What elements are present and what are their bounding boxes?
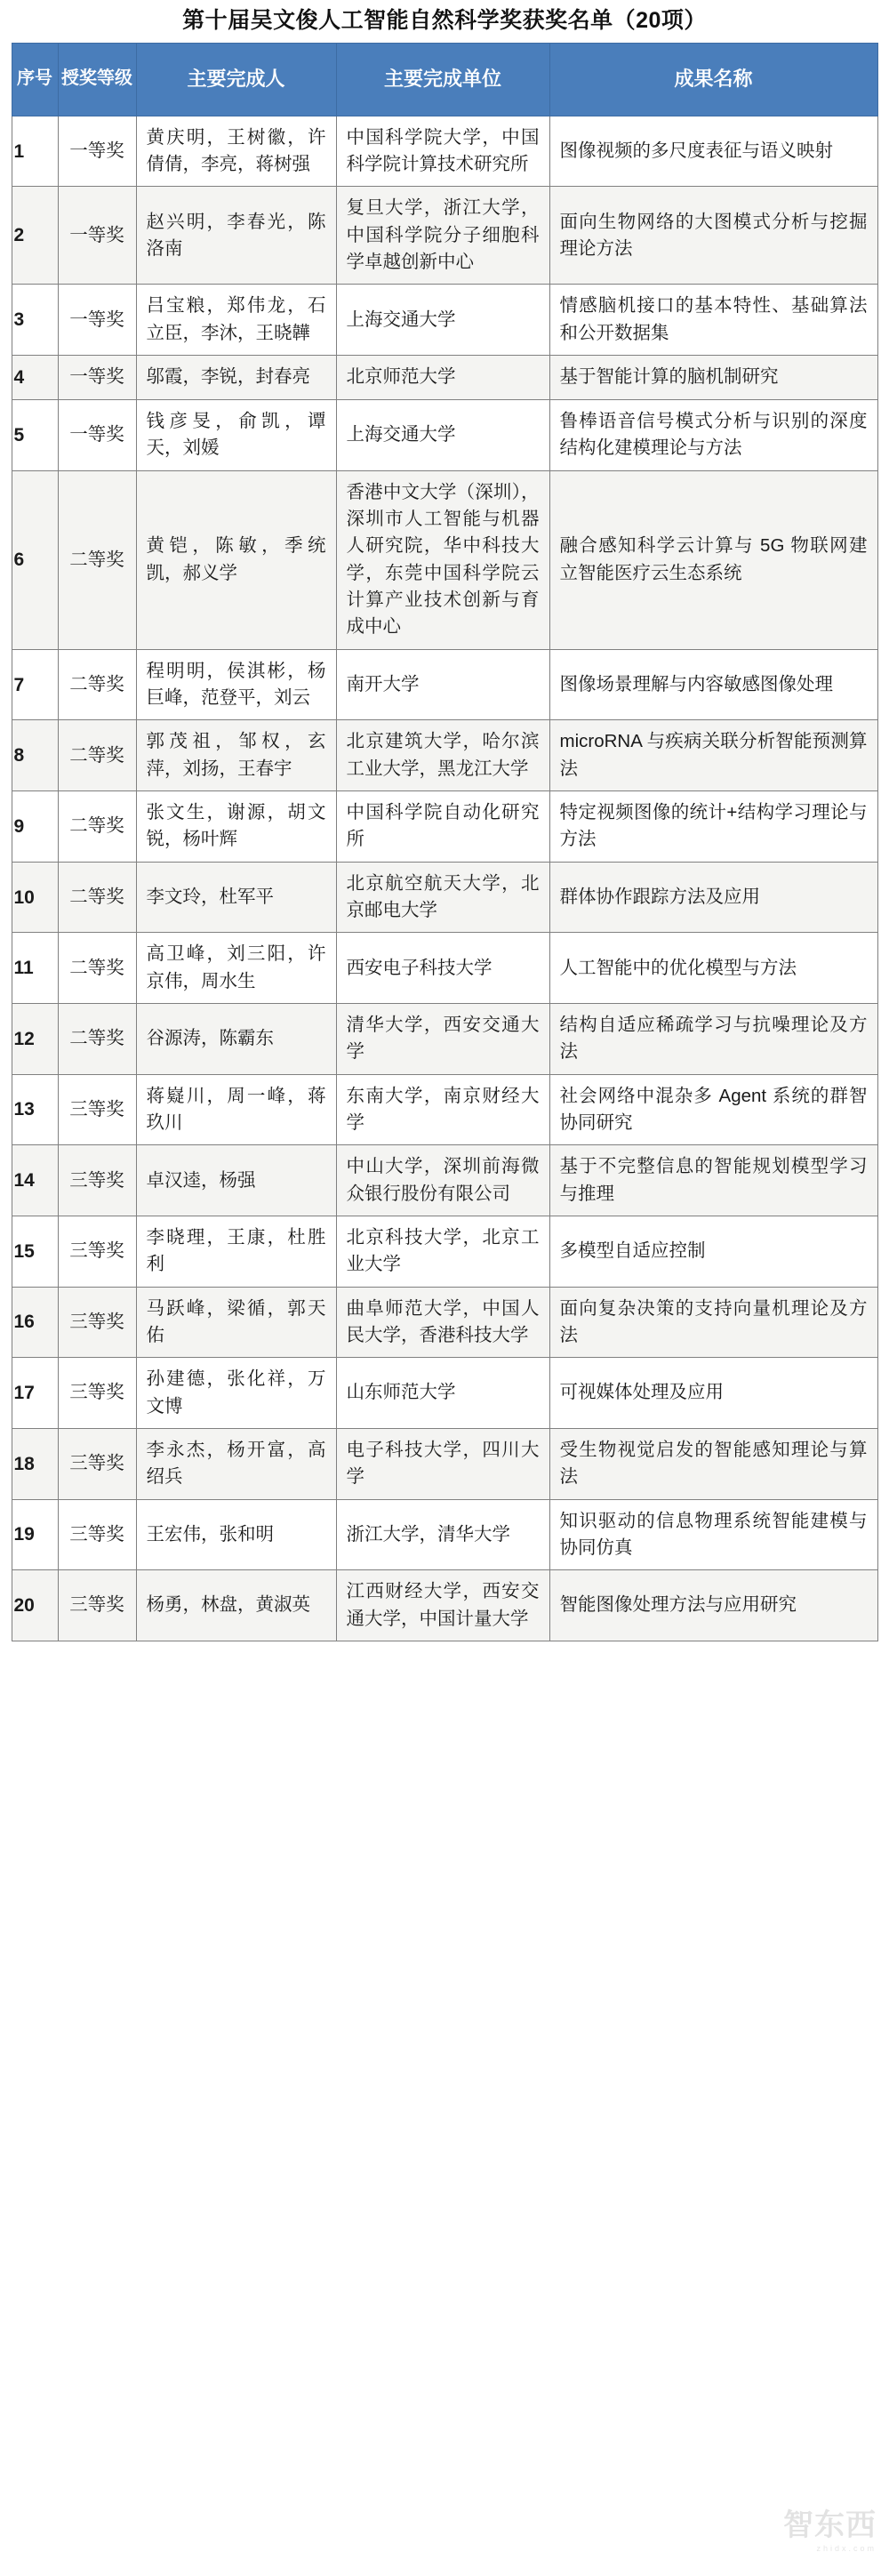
cell-org: 东南大学，南京财经大学 — [336, 1074, 549, 1145]
table-row — [12, 649, 877, 720]
cell-org: 上海交通大学 — [336, 400, 549, 471]
cell-org: 电子科技大学，四川大学 — [336, 1428, 549, 1499]
cell-level: 一等奖 — [58, 187, 136, 285]
table-row — [12, 187, 877, 285]
cell-org: 上海交通大学 — [336, 285, 549, 356]
table-row — [12, 116, 877, 187]
cell-index: 13 — [12, 1074, 58, 1145]
cell-people: 孙建德，张化祥，万文博 — [136, 1358, 336, 1429]
cell-index: 6 — [12, 470, 58, 649]
cell-result: 结构自适应稀疏学习与抗噪理论及方法 — [549, 1004, 877, 1075]
watermark-url: zhidx.com — [816, 2544, 877, 2553]
cell-people: 钱彦旻，俞凯，谭天，刘媛 — [136, 400, 336, 471]
cell-level: 二等奖 — [58, 933, 136, 1004]
cell-index: 12 — [12, 1004, 58, 1075]
cell-people: 程明明，侯淇彬，杨巨峰，范登平，刘云 — [136, 649, 336, 720]
cell-org: 山东师范大学 — [336, 1358, 549, 1429]
table-row — [12, 356, 877, 400]
page-title: 第十届吴文俊人工智能自然科学奖获奖名单（20项） — [182, 8, 707, 33]
column-header-people: 主要完成人 — [136, 43, 336, 116]
table-row — [12, 862, 877, 933]
cell-org: 复旦大学，浙江大学，中国科学院分子细胞科学卓越创新中心 — [336, 187, 549, 285]
cell-people: 高卫峰，刘三阳，许京伟，周水生 — [136, 933, 336, 1004]
cell-people: 张文生，谢源，胡文锐，杨叶辉 — [136, 791, 336, 863]
cell-level: 三等奖 — [58, 1145, 136, 1216]
cell-people: 吕宝粮，郑伟龙，石立臣，李沐，王晓韡 — [136, 285, 336, 356]
cell-people: 李永杰，杨开富，高绍兵 — [136, 1428, 336, 1499]
cell-index: 8 — [12, 720, 58, 791]
column-header-level: 授奖等级 — [58, 43, 136, 116]
cell-org: 西安电子科技大学 — [336, 933, 549, 1004]
cell-result: 受生物视觉启发的智能感知理论与算法 — [549, 1428, 877, 1499]
cell-index: 11 — [12, 933, 58, 1004]
cell-index: 7 — [12, 649, 58, 720]
table-row — [12, 400, 877, 471]
cell-result: 面向生物网络的大图模式分析与挖掘理论方法 — [549, 187, 877, 285]
cell-result: 基于不完整信息的智能规划模型学习与推理 — [549, 1145, 877, 1216]
table-header-row — [12, 43, 877, 116]
table-row — [12, 720, 877, 791]
cell-result: 图像场景理解与内容敏感图像处理 — [549, 649, 877, 720]
cell-level: 二等奖 — [58, 470, 136, 649]
table-row — [12, 285, 877, 356]
cell-people: 邬霞，李锐，封春亮 — [136, 356, 336, 400]
cell-org: 中山大学，深圳前海微众银行股份有限公司 — [336, 1145, 549, 1216]
cell-index: 15 — [12, 1216, 58, 1288]
column-header-result: 成果名称 — [549, 43, 877, 116]
cell-org: 江西财经大学，西安交通大学，中国计量大学 — [336, 1570, 549, 1641]
cell-level: 二等奖 — [58, 791, 136, 863]
cell-index: 17 — [12, 1358, 58, 1429]
table-header — [12, 43, 877, 116]
award-list-table — [12, 43, 878, 1641]
table-row — [12, 791, 877, 863]
cell-org: 中国科学院自动化研究所 — [336, 791, 549, 863]
cell-result: 图像视频的多尺度表征与语义映射 — [549, 116, 877, 187]
cell-org: 北京科技大学，北京工业大学 — [336, 1216, 549, 1288]
cell-level: 一等奖 — [58, 356, 136, 400]
cell-level: 三等奖 — [58, 1216, 136, 1288]
cell-level: 二等奖 — [58, 862, 136, 933]
cell-result: 可视媒体处理及应用 — [549, 1358, 877, 1429]
cell-index: 18 — [12, 1428, 58, 1499]
cell-index: 1 — [12, 116, 58, 187]
cell-index: 20 — [12, 1570, 58, 1641]
cell-people: 杨勇，林盘，黄淑英 — [136, 1570, 336, 1641]
cell-level: 二等奖 — [58, 649, 136, 720]
cell-level: 三等奖 — [58, 1428, 136, 1499]
cell-org: 清华大学，西安交通大学 — [336, 1004, 549, 1075]
cell-result: 基于智能计算的脑机制研究 — [549, 356, 877, 400]
cell-result: 融合感知科学云计算与 5G 物联网建立智能医疗云生态系统 — [549, 470, 877, 649]
column-header-org: 主要完成单位 — [336, 43, 549, 116]
cell-people: 谷源涛，陈霸东 — [136, 1004, 336, 1075]
table-row — [12, 1287, 877, 1358]
cell-result: 情感脑机接口的基本特性、基础算法和公开数据集 — [549, 285, 877, 356]
cell-result: 人工智能中的优化模型与方法 — [549, 933, 877, 1004]
cell-index: 5 — [12, 400, 58, 471]
cell-result: 社会网络中混杂多 Agent 系统的群智协同研究 — [549, 1074, 877, 1145]
cell-org: 香港中文大学（深圳），深圳市人工智能与机器人研究院，华中科技大学，东莞中国科学院云计算产业技术创新与育成中心 — [336, 470, 549, 649]
cell-index: 3 — [12, 285, 58, 356]
cell-org: 中国科学院大学，中国科学院计算技术研究所 — [336, 116, 549, 187]
cell-index: 2 — [12, 187, 58, 285]
table-row — [12, 1499, 877, 1570]
cell-result: 鲁棒语音信号模式分析与识别的深度结构化建模理论与方法 — [549, 400, 877, 471]
cell-index: 19 — [12, 1499, 58, 1570]
cell-level: 三等奖 — [58, 1358, 136, 1429]
cell-result: 特定视频图像的统计+结构学习理论与方法 — [549, 791, 877, 863]
cell-people: 赵兴明，李春光，陈洛南 — [136, 187, 336, 285]
cell-org: 北京建筑大学，哈尔滨工业大学，黑龙江大学 — [336, 720, 549, 791]
table-row — [12, 1074, 877, 1145]
cell-index: 4 — [12, 356, 58, 400]
watermark-brand: 智东西 — [783, 2508, 877, 2542]
cell-result: microRNA 与疾病关联分析智能预测算法 — [549, 720, 877, 791]
cell-org: 曲阜师范大学，中国人民大学，香港科技大学 — [336, 1287, 549, 1358]
cell-level: 一等奖 — [58, 116, 136, 187]
cell-people: 蒋嶷川，周一峰，蒋玖川 — [136, 1074, 336, 1145]
table-row — [12, 1428, 877, 1499]
cell-level: 三等奖 — [58, 1074, 136, 1145]
cell-result: 知识驱动的信息物理系统智能建模与协同仿真 — [549, 1499, 877, 1570]
column-header-index: 序号 — [12, 43, 58, 116]
cell-result: 群体协作跟踪方法及应用 — [549, 862, 877, 933]
table-row — [12, 470, 877, 649]
table-row — [12, 1004, 877, 1075]
cell-level: 三等奖 — [58, 1287, 136, 1358]
table-row — [12, 1216, 877, 1288]
cell-org: 南开大学 — [336, 649, 549, 720]
cell-level: 二等奖 — [58, 720, 136, 791]
cell-index: 16 — [12, 1287, 58, 1358]
cell-level: 二等奖 — [58, 1004, 136, 1075]
cell-result: 多模型自适应控制 — [549, 1216, 877, 1288]
cell-level: 三等奖 — [58, 1570, 136, 1641]
cell-level: 三等奖 — [58, 1499, 136, 1570]
table-body — [12, 116, 877, 1641]
cell-people: 王宏伟，张和明 — [136, 1499, 336, 1570]
table-row — [12, 1358, 877, 1429]
cell-people: 马跃峰，梁循，郭天佑 — [136, 1287, 336, 1358]
cell-result: 智能图像处理方法与应用研究 — [549, 1570, 877, 1641]
table-row — [12, 1145, 877, 1216]
cell-result: 面向复杂决策的支持向量机理论及方法 — [549, 1287, 877, 1358]
cell-index: 10 — [12, 862, 58, 933]
cell-index: 14 — [12, 1145, 58, 1216]
cell-people: 李晓理，王康，杜胜利 — [136, 1216, 336, 1288]
cell-level: 一等奖 — [58, 400, 136, 471]
cell-people: 黄铠，陈敏，季统凯，郝义学 — [136, 470, 336, 649]
cell-org: 浙江大学，清华大学 — [336, 1499, 549, 1570]
cell-org: 北京航空航天大学，北京邮电大学 — [336, 862, 549, 933]
cell-people: 黄庆明，王树徽，许倩倩，李亮，蒋树强 — [136, 116, 336, 187]
cell-level: 一等奖 — [58, 285, 136, 356]
cell-people: 郭茂祖，邹权，玄萍，刘扬，王春宇 — [136, 720, 336, 791]
cell-index: 9 — [12, 791, 58, 863]
cell-people: 李文玲，杜军平 — [136, 862, 336, 933]
watermark — [759, 2510, 877, 2564]
table-row — [12, 1570, 877, 1641]
cell-people: 卓汉逵，杨强 — [136, 1145, 336, 1216]
cell-org: 北京师范大学 — [336, 356, 549, 400]
table-row — [12, 933, 877, 1004]
